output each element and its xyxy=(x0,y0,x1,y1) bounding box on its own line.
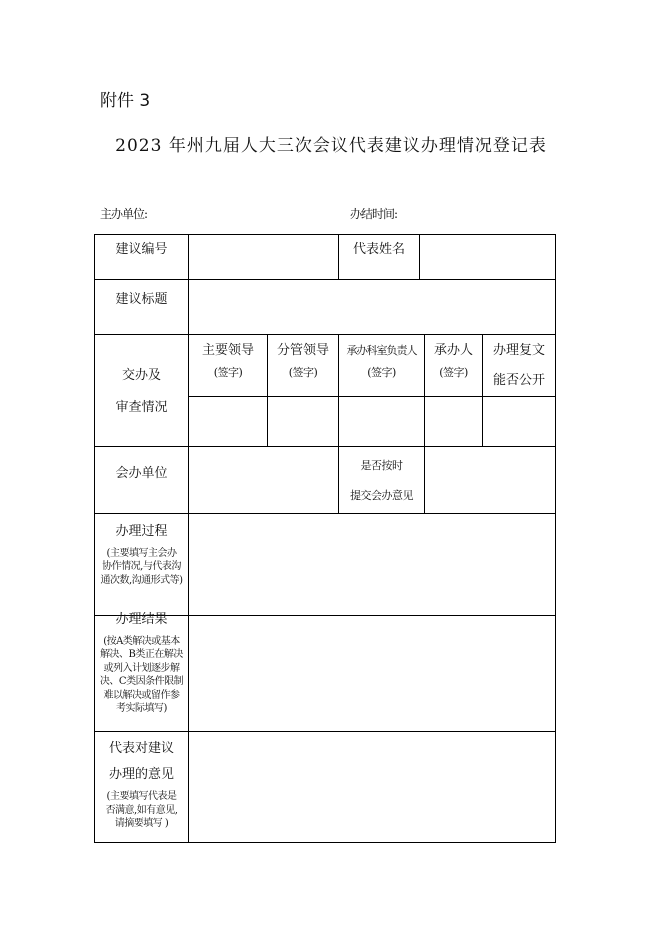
timely-opinion-label: 是否按时 提交会办意见 xyxy=(350,459,413,502)
co-unit-label: 会办单位 xyxy=(115,466,168,481)
host-unit-label: 主办单位: xyxy=(100,207,148,221)
assignment-review-label: 交办及 审查情况 xyxy=(115,368,168,415)
delegate-opinion-label: 代表对建议 办理的意见 (主要填写代表是 否满意,如有意见, 请摘要填写 ) xyxy=(105,741,178,829)
row-line xyxy=(94,334,556,335)
row-line xyxy=(94,731,556,732)
process-label: 办理过程 (主要填写主会办 协作情况,与代表沟 通次数,沟通形式等) xyxy=(100,524,183,586)
table-border-top xyxy=(94,234,556,235)
dept-head-header: 承办科室负责人 (签字) xyxy=(346,344,417,379)
deputy-leader-header: 分管领导 (签字) xyxy=(276,343,329,379)
row-line xyxy=(94,513,556,514)
attachment-label: 附件 3 xyxy=(100,91,151,111)
result-label: 办理结果 (按A类解决或基本 解决、B类正在解决 或列入计划逐步解 决、C类因条件限制 难以解决或留作参 考实际填写) xyxy=(99,612,184,715)
handler-header: 承办人 (签字) xyxy=(433,343,473,379)
row-line xyxy=(94,279,556,280)
completion-time-label: 办结时间: xyxy=(350,207,398,221)
row-line xyxy=(188,396,556,397)
table-border-right xyxy=(555,234,556,843)
suggestion-title-label: 建议标题 xyxy=(115,292,168,307)
label-column-divider xyxy=(188,234,189,843)
form-title: 2023 年州九届人大三次会议代表建议办理情况登记表 xyxy=(115,136,547,156)
col-line xyxy=(424,446,425,514)
row-line xyxy=(94,446,556,447)
main-leader-header: 主要领导 (签字) xyxy=(201,343,254,379)
delegate-name-label: 代表姓名 xyxy=(352,242,405,257)
reply-public-header: 办理复文 能否公开 xyxy=(492,343,545,388)
col-line xyxy=(419,234,420,280)
suggestion-no-label: 建议编号 xyxy=(115,242,168,257)
table-border-bottom xyxy=(94,842,556,843)
